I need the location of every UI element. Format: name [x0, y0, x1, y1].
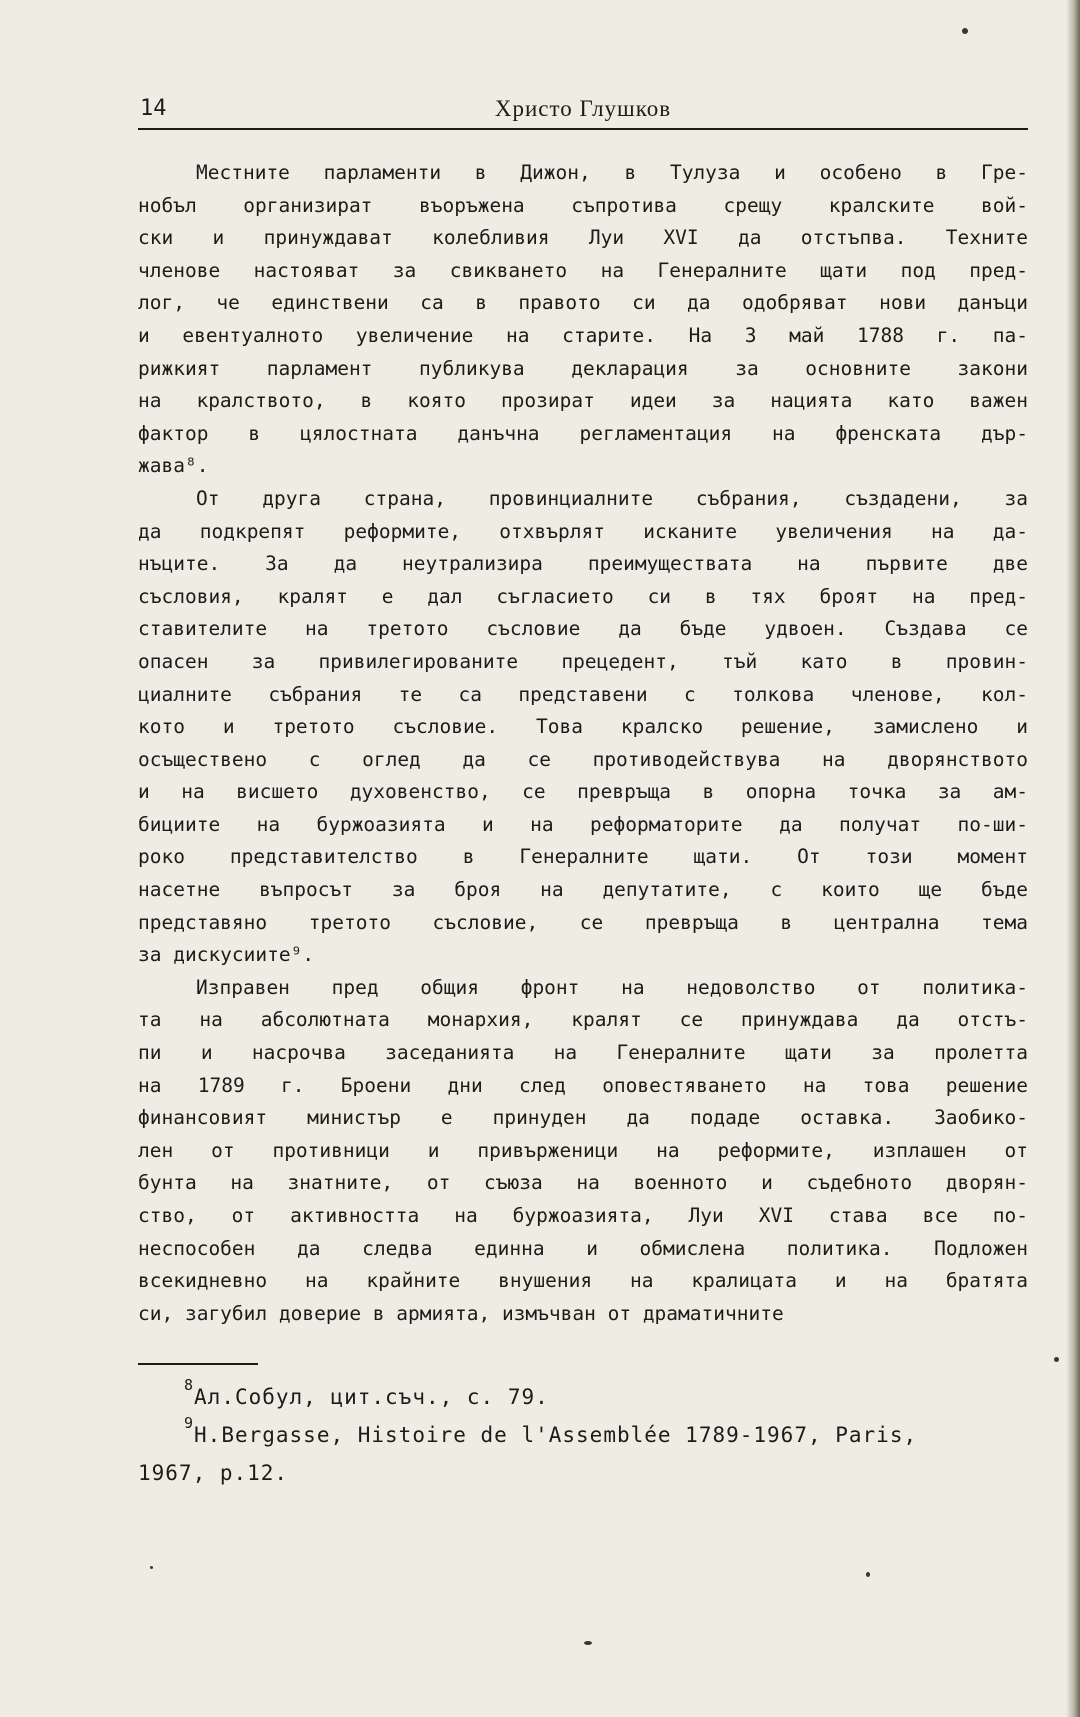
page-header — [138, 96, 1028, 130]
text-line: насетне въпросът за броя на депутатите, с които ще бъде — [138, 878, 1028, 902]
scan-speck — [1054, 1357, 1059, 1362]
text-line: финансовият министър е принуден да подаде оставка. Заобико- — [138, 1106, 1028, 1130]
text-line: пи и насрочва заседанията на Генералните щати за пролетта — [138, 1041, 1028, 1065]
text-line: фактор в цялостната данъчна регламентация на френската дър- — [138, 421, 1028, 445]
text-line: Местните парламенти в Дижон, в Тулуза и особено в Гре- — [196, 161, 1028, 184]
text-line: кото и третото съсловие. Това кралско решение, замислено и — [138, 715, 1028, 739]
footnotes — [138, 1378, 1038, 1492]
text-line: бициите на буржоазията и на реформаторите да получат по-ши- — [138, 812, 1028, 836]
text-line: лог, че единствени са в правото си да одобряват нови данъци — [138, 291, 1028, 315]
paragraph-1 — [138, 157, 1028, 483]
text-line: съсловия, кралят е дал съгласието си в тях броят на пред- — [138, 584, 1028, 608]
text-line: си, загубил доверие в армията, измъчван от драматичните — [138, 1301, 784, 1325]
footnote-text: H.Bergasse, Histoire de l'Assemblée 1789-1967, Paris, — [194, 1423, 918, 1447]
text-line: членове настояват за свикването на Генералните щати под пред- — [138, 258, 1028, 282]
text-line: роко представителство в Генералните щати. От този момент — [138, 845, 1028, 869]
text-line: лен от противници и привърженици на реформите, изплашен от — [138, 1138, 1028, 1162]
footnote-8 — [138, 1378, 1038, 1416]
text-line: и евентуалното увеличение на старите. На 3 май 1788 г. па- — [138, 323, 1028, 347]
page-number: 14 — [140, 96, 167, 121]
scan-speck — [962, 28, 968, 34]
text-line: всекидневно на крайните внушения на кралицата и на братята — [138, 1269, 1028, 1293]
text-line: та на абсолютната монархия, кралят се принуждава да отстъ- — [138, 1008, 1028, 1032]
paragraph-3 — [138, 972, 1028, 1331]
text-line: нъците. За да неутрализира преимуществата на първите две — [138, 552, 1028, 576]
text-line: на 1789 г. Броени дни след оповестяването на това решение — [138, 1073, 1028, 1097]
page-edge-shadow — [1066, 0, 1080, 1717]
footnote-separator — [138, 1363, 258, 1365]
body-text — [138, 157, 1028, 1330]
text-line: и на висшето духовенство, се превръща в опорна точка за ам- — [138, 780, 1028, 804]
text-line: ставителите на третото съсловие да бъде удвоен. Създава се — [138, 617, 1028, 641]
text-line: ство, от активността на буржоазията, Луи XVI става все по- — [138, 1204, 1028, 1227]
text-line: да подкрепят реформите, отхвърлят исканите увеличения на да- — [138, 519, 1028, 543]
footnote-9-continuation: 1967, p.12. — [138, 1461, 289, 1485]
text-line: ски и принуждават колебливия Луи XVI да отстъпва. Техните — [138, 226, 1028, 250]
text-line: бунта на знатните, от съюза на военното и съдебното дворян- — [138, 1171, 1028, 1195]
text-line: за дискусиите⁹. — [138, 943, 315, 967]
text-line: рижкият парламент публикува декларация за основните закони — [138, 356, 1028, 380]
text-line: осъществено с оглед да се противодействува на дворянството — [138, 747, 1028, 771]
text-line: нобъл организират въоръжена съпротива срещу кралските вой- — [138, 193, 1028, 217]
text-line: От друга страна, провинциалните събрания, създадени, за — [196, 486, 1028, 510]
text-line: на кралството, в която прозират идеи за нацията като важен — [138, 389, 1028, 413]
scan-speck — [866, 1572, 870, 1577]
scan-speck — [584, 1641, 592, 1645]
text-line: циалните събрания те са представени с толкова членове, кол- — [138, 682, 1028, 706]
text-line: неспособен да следва единна и обмислена политика. Подложен — [138, 1236, 1028, 1260]
scan-speck — [150, 1566, 153, 1569]
text-line: Изправен пред общия фронт на недоволство от политика- — [196, 975, 1028, 999]
footnote-mark: 8 — [184, 1376, 195, 1394]
text-line: опасен за привилегированите прецедент, тъй като в провин- — [138, 649, 1028, 673]
text-line: представяно третото съсловие, се превръща в централна тема — [138, 910, 1028, 934]
paragraph-2 — [138, 483, 1028, 972]
footnote-text: Ал.Собул, цит.съч., с. 79. — [194, 1385, 549, 1409]
running-head-author: Христо Глушков — [494, 96, 672, 121]
footnote-mark: 9 — [184, 1414, 195, 1432]
footnote-9 — [138, 1416, 1038, 1454]
text-line: жава⁸. — [138, 454, 209, 478]
